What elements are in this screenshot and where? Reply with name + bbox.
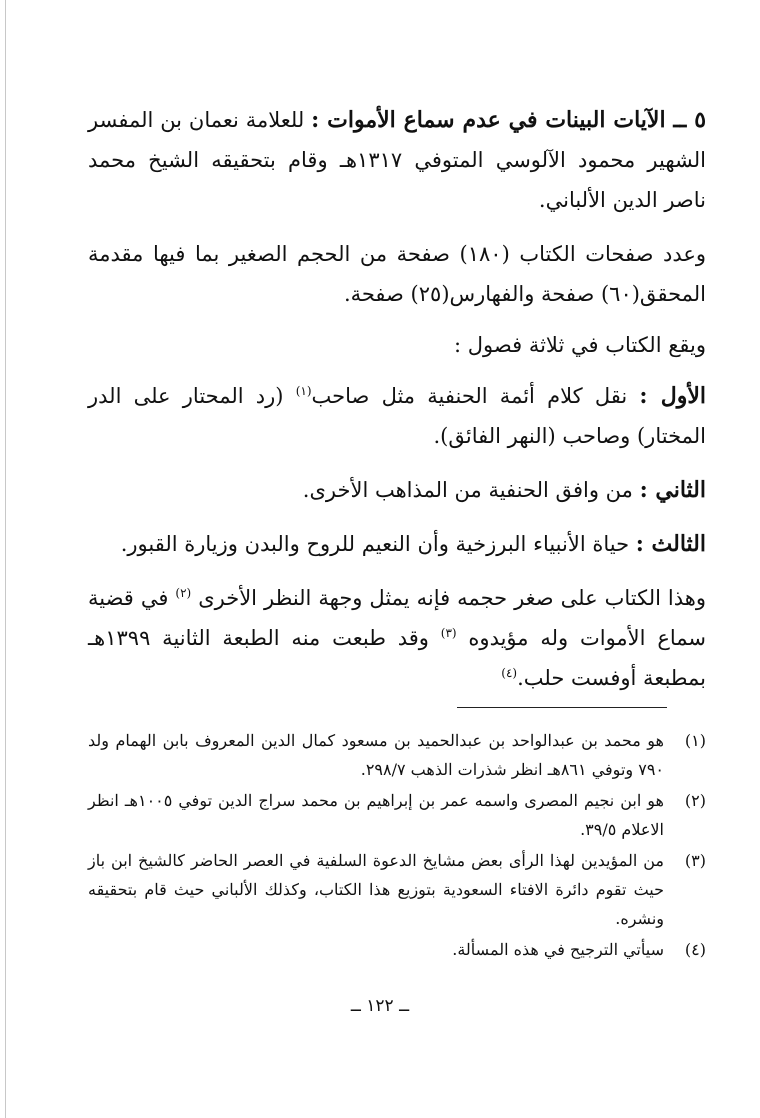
footnote-number: (٤) [684, 940, 706, 959]
chapter-two-text: من وافق الحنفية من المذاهب الأخرى. [302, 478, 640, 502]
paragraph-chapters-intro: ويقع الكتاب في ثلاثة فصول : [454, 333, 706, 357]
footnote-ref-3[interactable]: (٣) [440, 626, 457, 640]
paragraph-chapter-three [88, 524, 706, 564]
footnote-number: (٣) [684, 851, 706, 870]
paragraph-book-entry [88, 100, 706, 220]
paragraph-book-summary [88, 578, 706, 698]
paragraph-chapter-two [88, 470, 706, 510]
footnote-ref-2[interactable]: (٢) [175, 586, 192, 600]
footnote-item [88, 935, 706, 964]
summary-text-a: وهذا الكتاب على صغر حجمه فإنه يمثل وجهة النظر الأخرى [198, 586, 706, 610]
chapter-one-text-b: (رد المحتار على الدر المختار) وصاحب (النهر الفائق). [88, 384, 706, 448]
chapter-three-label: الثالث : [635, 531, 706, 557]
paragraph-chapter-one [88, 376, 706, 456]
chapter-three-text: حياة الأنبياء البرزخية وأن النعيم للروح والبدن وزيارة القبور. [120, 532, 636, 556]
footnote-number: (٢) [684, 791, 706, 810]
footnotes [88, 726, 706, 966]
footnote-text: هو محمد بن عبدالواحد بن عبدالحميد بن مسعود كمال الدين المعروف بابن الهمام ولد ٧٩٠ وتوفي ٨٦١هـ انظر شذرات الذهب ٢٩٨/٧. [88, 731, 664, 779]
footnote-ref-4[interactable]: (٤) [501, 666, 518, 680]
footnote-text: هو ابن نجيم المصرى واسمه عمر بن إبراهيم بن محمد سراج الدين توفي ١٠٠٥هـ انظر الاعلام ٣٩/٥. [88, 791, 664, 839]
chapter-two-label: الثاني : [639, 477, 706, 503]
footnote-text: من المؤيدين لهذا الرأى بعض مشايخ الدعوة السلفية في العصر الحاضر كالشيخ ابن باز حيث تقوم دائرة الافتاء السعودية بتوزيع هذا الكتاب، وكذلك الألباني حيث قام بتحقيقه ونشره. [88, 851, 664, 928]
summary-text-b: في قضية سماع الأموات وله مؤيدوه [88, 586, 706, 650]
main-text [88, 100, 706, 698]
footnote-text: سيأتي الترجيح في هذه المسألة. [452, 940, 664, 959]
footnote-divider [457, 707, 667, 708]
summary-text-c: وقد طبعت منه الطبعة الثانية ١٣٩٩هـ بمطبعة أوفست حلب. [88, 626, 706, 690]
footnote-item [88, 846, 706, 933]
chapter-one-text-a: نقل كلام أئمة الحنفية مثل صاحب [311, 384, 640, 408]
chapter-one-label: الأول : [639, 383, 706, 409]
footnote-item [88, 726, 706, 784]
book-entry-body: للعلامة نعمان بن المفسر الشهير محمود الآلوسي المتوفي ١٣١٧هـ وقام بتحقيقه الشيخ محمد ناصر الدين الألباني. [88, 108, 706, 212]
footnote-number: (١) [684, 731, 706, 750]
book-title-heading: ٥ ــ الآيات البينات في عدم سماع الأموات : [311, 107, 707, 133]
footnote-item [88, 786, 706, 844]
scan-margin-line [5, 0, 6, 1118]
page-number: ــ ١٢٢ ــ [350, 996, 410, 1016]
footnote-ref-1[interactable]: (١) [295, 384, 312, 398]
paragraph-page-count: وعدد صفحات الكتاب (١٨٠) صفحة من الحجم الصغير بما فيها مقدمة المحقق(٦٠) صفحة والفهارس(٢٥) صفحة. [88, 242, 707, 306]
